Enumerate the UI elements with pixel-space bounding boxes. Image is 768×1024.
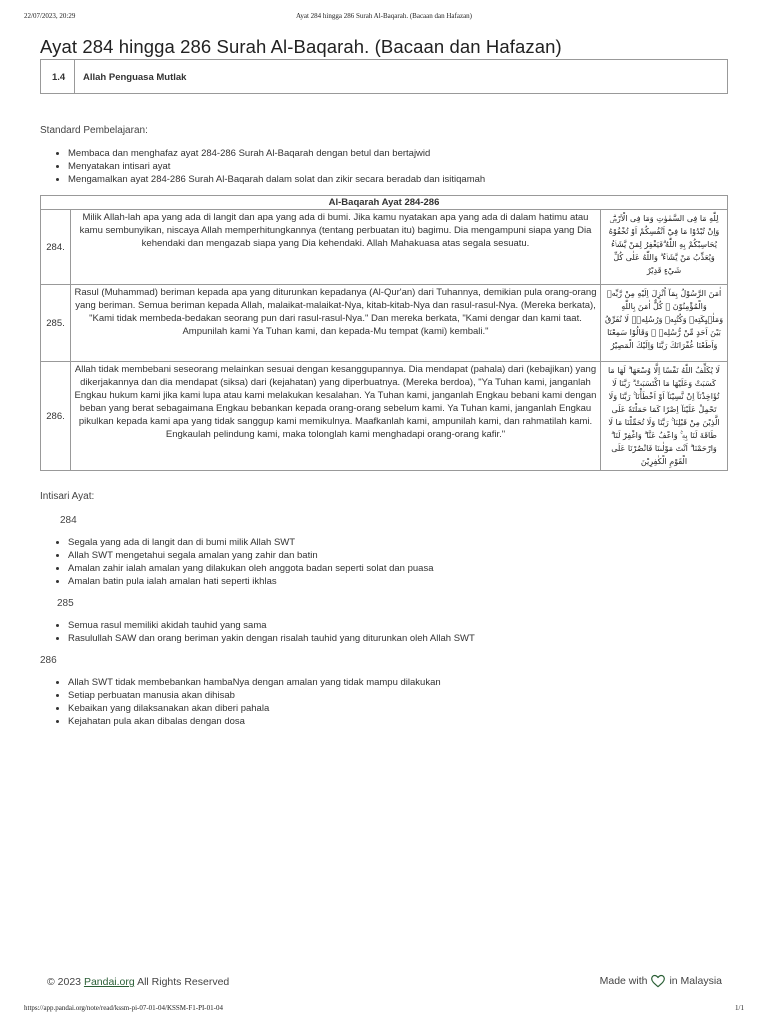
intisari-group-title: 284 [60, 515, 77, 526]
topic-box [40, 59, 728, 94]
list-item: • Mengamalkan ayat 284-286 Surah Al-Baqarah dalam solat dan zikir secara beradab dan isitiqamah [68, 173, 485, 186]
ayat-number: 285. [41, 285, 71, 362]
intisari-list [50, 536, 433, 588]
ayat-translation: Rasul (Muhammad) beriman kepada apa yang diturunkan kepadanya (Al-Qur'an) dari Tuhannya, demikian pula orang-orang yang beriman. Semua beriman kepada Allah, malaikat-malaikat-Nya, kitab-kitab-Nya dan rasul-rasul-Nya. (Mereka berkata), "Kami tidak membeda-bedakan seorang pun dari rasul-rasul-Nya." Dan mereka berkata, "Kami dengar dan kami taat. Ampunilah kami Ya Tuhan kami, dan kepada-Mu tempat (kami) kembali." [71, 285, 601, 362]
topic-number: 1.4 [41, 60, 75, 93]
list-item: • Allah SWT tidak membebankan hambaNya dengan amalan yang tidak mampu dilakukan [68, 676, 441, 689]
list-item: • Menyatakan intisari ayat [68, 160, 485, 173]
list-item: • Membaca dan menghafaz ayat 284-286 Surah Al-Baqarah dengan betul dan bertajwid [68, 147, 485, 160]
list-item: • Segala yang ada di langit dan di bumi milik Allah SWT [68, 536, 433, 549]
copyright-suffix: All Rights Reserved [134, 976, 230, 988]
made-with-suffix: in Malaysia [669, 975, 722, 987]
pandai-link[interactable]: Pandai.org [83, 976, 135, 988]
intisari-group-title: 286 [40, 655, 57, 666]
print-page-number: 1/1 [735, 1004, 744, 1012]
list-item: • Kejahatan pula akan dibalas dengan dosa [68, 715, 441, 728]
standard-list [50, 147, 485, 186]
ayat-arabic: لِلّٰهِ مَا فِى السَّمٰوٰتِ وَمَا فِى الْاَرْضِۗ وَاِنْ تُبْدُوْا مَا فِيْٓ اَنْفُسِكُمْ اَوْ تُخْفُوْهُ يُحَاسِبْكُمْ بِهِ اللّٰهُ ۗفَيَغْفِرُ لِمَنْ يَّشَاۤءُ وَيُعَذِّبُ مَنْ يَّشَاۤءُ ۗ وَاللّٰهُ عَلٰى كُلِّ شَيْءٍ قَدِيْرٌ [601, 210, 728, 285]
made-with-prefix: Made with [599, 975, 648, 987]
list-item: • Allah SWT mengetahui segala amalan yang zahir dan batin [68, 549, 433, 562]
list-item: • Kebaikan yang dilaksanakan akan diberi pahala [68, 702, 441, 715]
table-row [41, 362, 728, 471]
footer-copyright [47, 976, 229, 988]
ayat-number: 286. [41, 362, 71, 471]
print-title: Ayat 284 hingga 286 Surah Al-Baqarah. (Bacaan dan Hafazan) [295, 12, 473, 20]
table-row [41, 210, 728, 285]
page-title: Ayat 284 hingga 286 Surah Al-Baqarah. (Bacaan dan Hafazan) [40, 36, 562, 57]
list-item: • Setiap perbuatan manusia akan dihisab [68, 689, 441, 702]
print-url: https://app.pandai.org/note/read/kssm-pi-07-01-04/KSSM-F1-PI-01-04 [24, 1004, 223, 1012]
topic-name: Allah Penguasa Mutlak [83, 72, 187, 83]
ayat-translation: Milik Allah-lah apa yang ada di langit dan apa yang ada di bumi. Jika kamu nyatakan apa yang ada di dalam hatimu atau kamu sembunyikan, niscaya Allah memperhitungkannya (tentang perbuatan itu) bagimu. Dia mengampuni siapa yang Dia kehendaki dan mengazab siapa yang Dia kehendaki. Allah Mahakuasa atas segala sesuatu. [71, 210, 601, 285]
intisari-label: Intisari Ayat: [40, 491, 95, 502]
ayat-table [40, 195, 728, 471]
list-item: • Rasulullah SAW dan orang beriman yakin dengan risalah tauhid yang diturunkan oleh Allah SWT [68, 632, 475, 645]
ayat-translation: Allah tidak membebani seseorang melainkan sesuai dengan kesanggupannya. Dia mendapat (pahala) dari (kebajikan) yang dikerjakannya dan dia mendapat (siksa) dari (kejahatan) yang diperbuatnya. (Mereka berdoa), "Ya Tuhan kami, janganlah Engkau hukum kami jika kami lupa atau kami melakukan kesalahan. Ya Tuhan kami, janganlah Engkau bebani kami dengan beban yang berat sebagaimana Engkau bebankan kepada orang-orang sebelum kami. Ya Tuhan kami, janganlah Engkau pikulkan kepada kami apa yang tidak sanggup kami memikulnya. Maafkanlah kami, ampunilah kami, dan rahmatilah kami. Engkaulah pelindung kami, maka tolonglah kami menghadapi orang-orang kafir." [71, 362, 601, 471]
standard-label: Standard Pembelajaran: [40, 125, 148, 136]
ayat-arabic: اٰمَنَ الرَّسُوْلُ بِمَآ اُنْزِلَ اِلَيْهِ مِنْ رَّبِّهٖ وَالْمُؤْمِنُوْنَ ۗ كُلٌّ اٰمَنَ بِاللّٰهِ وَمَلٰۤىِٕكَتِهٖ وَكُتُبِهٖ وَرُسُلِهٖۗ لَا نُفَرِّقُ بَيْنَ اَحَدٍ مِّنْ رُّسُلِهٖ ۗ وَقَالُوْا سَمِعْنَا وَاَطَعْنَا غُفْرَانَكَ رَبَّنَا وَاِلَيْكَ الْمَصِيْرُ [601, 285, 728, 362]
ayat-arabic: لَا يُكَلِّفُ اللّٰهُ نَفْسًا اِلَّا وُسْعَهَا ۗ لَهَا مَا كَسَبَتْ وَعَلَيْهَا مَا اكْتَسَبَتْ ۗ رَبَّنَا لَا تُؤَاخِذْنَآ اِنْ نَّسِيْنَآ اَوْ اَخْطَأْنَا ۚ رَبَّنَا وَلَا تَحْمِلْ عَلَيْنَآ اِصْرًا كَمَا حَمَلْتَهٗ عَلَى الَّذِيْنَ مِنْ قَبْلِنَا ۚ رَبَّنَا وَلَا تُحَمِّلْنَا مَا لَا طَاقَةَ لَنَا بِهٖ ۚ وَاعْفُ عَنَّا ۗ وَاغْفِرْ لَنَا ۗ وَارْحَمْنَا ۗ اَنْتَ مَوْلٰىنَا فَانْصُرْنَا عَلَى الْقَوْمِ الْكٰفِرِيْنَ [601, 362, 728, 471]
intisari-list [50, 619, 475, 645]
footer-made-with [600, 973, 722, 989]
list-item: • Semua rasul memiliki akidah tauhid yang sama [68, 619, 475, 632]
ayat-table-header: Al-Baqarah Ayat 284-286 [41, 196, 728, 210]
ayat-number: 284. [41, 210, 71, 285]
list-item: • Amalan zahir ialah amalan yang dilakukan oleh anggota badan seperti solat dan puasa [68, 562, 433, 575]
print-date: 22/07/2023, 20:29 [24, 12, 76, 20]
copyright-prefix: © 2023 [47, 976, 84, 988]
intisari-group-title: 285 [57, 598, 74, 609]
heart-outline-icon [650, 973, 666, 989]
list-item: • Amalan batin pula ialah amalan hati seperti ikhlas [68, 575, 433, 588]
intisari-list [50, 676, 441, 728]
print-header [24, 12, 744, 24]
table-row [41, 285, 728, 362]
